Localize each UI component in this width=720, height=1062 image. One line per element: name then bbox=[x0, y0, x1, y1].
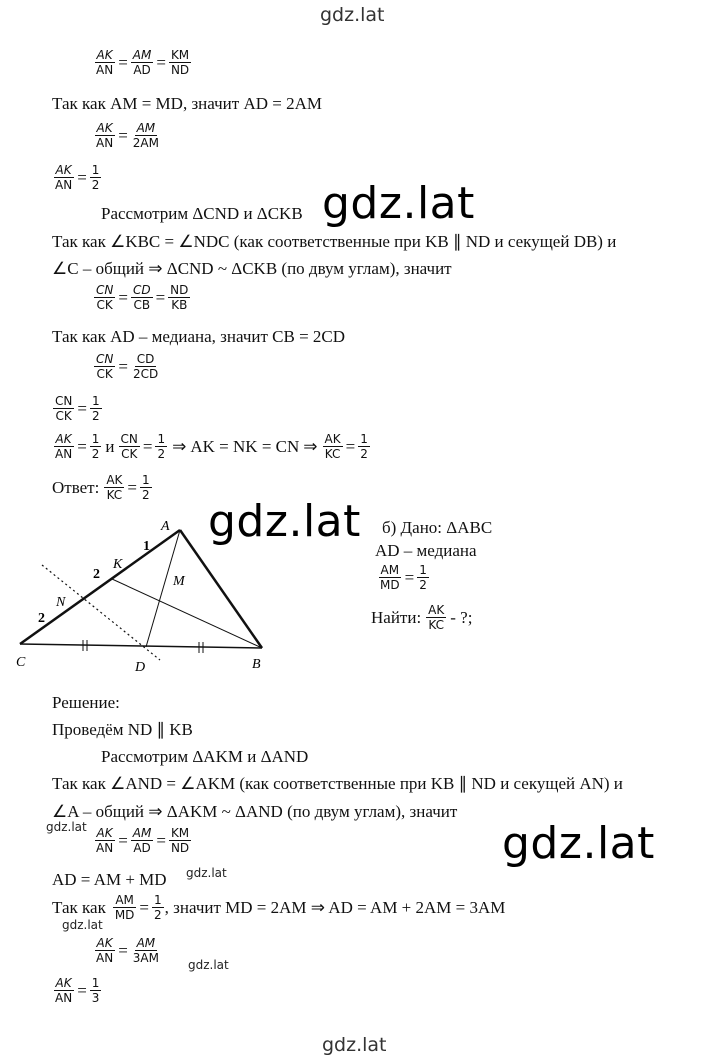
proportion-line-12: $\frac{AK}{AN}$ = $\frac{1}{2}$ и $\frac{CN}{CK}$ = $\frac{1}{2}$ ⇒ AK = NK = CN ⇒ $\frac{AK}{KC}$ = $\frac{1}{2}$ bbox=[55, 432, 368, 461]
fraction: $\frac{CD}{2CD}$ bbox=[132, 352, 159, 381]
fraction: $\frac{AM}{AD}$ bbox=[132, 826, 152, 855]
watermark-small: gdz.lat bbox=[186, 866, 227, 880]
vertex-label-b: B bbox=[252, 657, 261, 672]
fraction: $\frac{1}{2}$ bbox=[360, 432, 368, 461]
solution-line-s7: Так как $\frac{AM}{MD}$ = $\frac{1}{2}$ , значит MD = 2AM ⇒ AD = AM + 2AM = 3AM bbox=[52, 893, 506, 922]
text-line: ∠A – общий ⇒ ΔAKM ~ ΔAND (по двум углам), значит bbox=[52, 802, 458, 821]
proportion-line-s8: $\frac{AK}{AN}$ = $\frac{AM}{3AM}$ bbox=[96, 936, 159, 965]
segment-mark-kn: 2 bbox=[93, 567, 100, 582]
fraction: $\frac{KM}{ND}$ bbox=[170, 826, 190, 855]
fraction: $\frac{AK}{AN}$ bbox=[96, 48, 114, 77]
watermark-big: gdz.lat bbox=[502, 818, 655, 869]
given-median: AD – медиана bbox=[375, 541, 477, 560]
vertex-label-a: A bbox=[161, 519, 170, 534]
fraction: $\frac{1}{2}$ bbox=[419, 563, 427, 592]
fraction: $\frac{CN}{CK}$ bbox=[55, 394, 73, 423]
fraction: $\frac{AM}{3AM}$ bbox=[132, 936, 159, 965]
given-ratio: $\frac{AM}{MD}$ = $\frac{1}{2}$ bbox=[380, 563, 427, 592]
fraction: $\frac{AK}{KC}$ bbox=[324, 432, 341, 461]
text-line: Так как ∠AND = ∠AKM (как соответственные при KB ∥ ND и секущей AN) и bbox=[52, 774, 623, 793]
fraction: $\frac{AM}{MD}$ bbox=[114, 893, 135, 922]
side-ac bbox=[20, 530, 180, 644]
proportion-line-10: $\frac{CN}{CK}$ = $\frac{CD}{2CD}$ bbox=[96, 352, 159, 381]
proportion-line-s5: $\frac{AK}{AN}$ = $\frac{AM}{AD}$ = $\frac{KM}{ND}$ bbox=[96, 826, 190, 855]
fraction: $\frac{CD}{CB}$ bbox=[132, 283, 151, 312]
proportion-line-3: $\frac{AK}{AN}$ = $\frac{AM}{2AM}$ bbox=[96, 121, 159, 150]
text-line: ∠C – общий ⇒ ΔCND ~ ΔCKB (по двум углам), значит bbox=[52, 259, 452, 278]
given-title: б) Дано: ΔABC bbox=[382, 518, 493, 537]
fraction: $\frac{1}{2}$ bbox=[142, 473, 150, 502]
fraction: $\frac{AK}{AN}$ bbox=[55, 432, 73, 461]
fraction: $\frac{KM}{ND}$ bbox=[170, 48, 190, 77]
fraction: $\frac{AK}{AN}$ bbox=[96, 826, 114, 855]
proportion-line-11: $\frac{CN}{CK}$ = $\frac{1}{2}$ bbox=[55, 394, 100, 423]
fraction: $\frac{1}{3}$ bbox=[91, 976, 100, 1005]
text-line: Проведём ND ∥ KB bbox=[52, 720, 193, 739]
fraction: $\frac{1}{2}$ bbox=[157, 432, 166, 461]
footer-watermark: gdz.lat bbox=[322, 1034, 387, 1056]
text-line: Рассмотрим ΔCND и ΔCKB bbox=[101, 204, 303, 223]
header-watermark: gdz.lat bbox=[320, 4, 385, 26]
proportion-line-8: $\frac{CN}{CK}$ = $\frac{CD}{CB}$ = $\frac{ND}{KB}$ bbox=[96, 283, 189, 312]
side-cb bbox=[20, 644, 262, 648]
fraction: $\frac{1}{2}$ bbox=[154, 893, 162, 922]
fraction: $\frac{CN}{CK}$ bbox=[96, 283, 114, 312]
given-find: Найти: $\frac{AK}{KC}$ - ?; bbox=[371, 603, 473, 632]
text-line: AD = AM + MD bbox=[52, 870, 167, 889]
fraction: $\frac{AK}{KC}$ bbox=[428, 603, 445, 632]
watermark-small: gdz.lat bbox=[46, 820, 87, 834]
segment-mark-nc: 2 bbox=[38, 611, 45, 626]
fraction: $\frac{AM}{MD}$ bbox=[380, 563, 400, 592]
text-line: Так как ∠KBC = ∠NDC (как соответственные при KB ∥ ND и секущей DB) и bbox=[52, 232, 617, 251]
fraction: $\frac{AK}{AN}$ bbox=[55, 163, 73, 192]
proportion-line-s9: $\frac{AK}{AN}$ = $\frac{1}{3}$ bbox=[55, 976, 100, 1005]
fraction: $\frac{AK}{AN}$ bbox=[55, 976, 73, 1005]
proportion-line-4: $\frac{AK}{AN}$ = $\frac{1}{2}$ bbox=[55, 163, 100, 192]
fraction: $\frac{AK}{AN}$ bbox=[96, 936, 114, 965]
watermark-big: gdz.lat bbox=[208, 496, 361, 547]
fraction: $\frac{ND}{KB}$ bbox=[170, 283, 189, 312]
proportion-line-1: $\frac{AK}{AN}$ = $\frac{AM}{AD}$ = $\frac{KM}{ND}$ bbox=[96, 48, 190, 77]
text-line: Рассмотрим ΔAKM и ΔAND bbox=[101, 747, 309, 766]
fraction: $\frac{AK}{AN}$ bbox=[96, 121, 114, 150]
text-line: Так как AM = MD, значит AD = 2AM bbox=[52, 94, 322, 113]
fraction: $\frac{AM}{2AM}$ bbox=[132, 121, 159, 150]
fraction: $\frac{1}{2}$ bbox=[91, 432, 100, 461]
point-label-k: K bbox=[113, 557, 123, 572]
watermark-small: gdz.lat bbox=[62, 918, 103, 932]
fraction: $\frac{CN}{CK}$ bbox=[120, 432, 138, 461]
fraction: $\frac{1}{2}$ bbox=[91, 394, 100, 423]
watermark-big: gdz.lat bbox=[322, 178, 475, 229]
answer-line: Ответ: $\frac{AK}{KC}$ = $\frac{1}{2}$ bbox=[52, 473, 150, 502]
watermark-small: gdz.lat bbox=[188, 958, 229, 972]
point-label-n: N bbox=[56, 595, 66, 610]
fraction: $\frac{AM}{AD}$ bbox=[132, 48, 152, 77]
point-label-m: M bbox=[173, 574, 185, 589]
fraction: $\frac{CN}{CK}$ bbox=[96, 352, 114, 381]
segment-mark-ak: 1 bbox=[143, 539, 150, 554]
vertex-label-c: C bbox=[16, 655, 26, 670]
solution-heading: Решение: bbox=[52, 693, 120, 712]
vertex-label-d: D bbox=[135, 660, 146, 675]
fraction: $\frac{1}{2}$ bbox=[91, 163, 100, 192]
fraction: $\frac{AK}{KC}$ bbox=[106, 473, 123, 502]
side-ab bbox=[180, 530, 262, 648]
text-line: Так как AD – медиана, значит CB = 2CD bbox=[52, 327, 346, 346]
